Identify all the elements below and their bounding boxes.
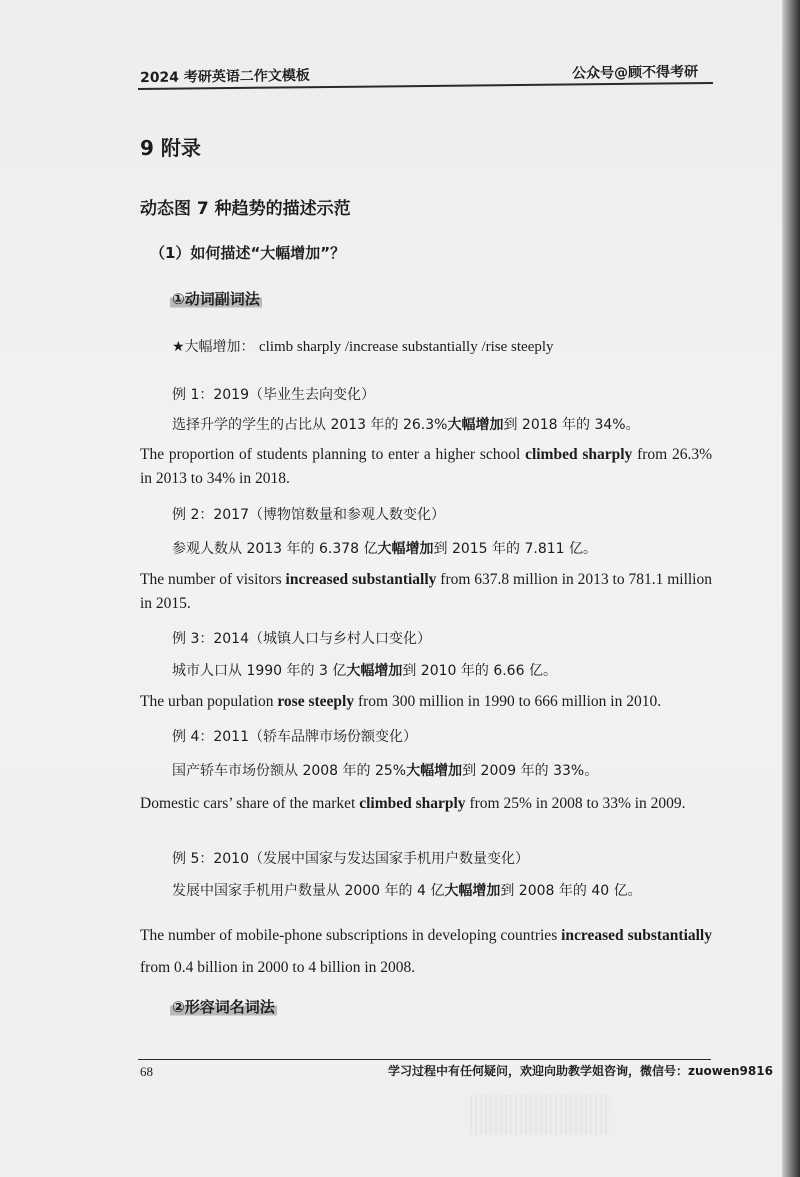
scan-artifact <box>470 1095 610 1135</box>
example-english: The proportion of students planning to enter a higher school climbed sharply from 26.3% in 2013 to 34% in 2018. <box>140 446 712 487</box>
footer-divider <box>138 1059 711 1060</box>
method-heading-adjective-noun: ②形容词名词法 <box>172 998 275 1016</box>
example-heading: 例 4：2011（轿车品牌市场份额变化） <box>172 729 417 745</box>
intro-label: ★大幅增加： <box>172 339 255 355</box>
example-english: Domestic cars’ share of the market climbed sharply from 25% in 2008 to 33% in 2009. <box>140 795 686 812</box>
example-english: The urban population rose steeply from 300 million in 1990 to 666 million in 2010. <box>140 693 662 710</box>
example-english: The number of mobile-phone subscriptions in developing countries increased substantially from 0.4 billion in 2000 to 4 billion in 2008. <box>140 927 712 976</box>
page-number: 68 <box>140 1064 153 1079</box>
header-book-title: 2024 考研英语二作文模板 <box>139 67 310 87</box>
example-chinese: 发展中国家手机用户数量从 2000 年的 4 亿大幅增加到 2008 年的 40 亿。 <box>172 883 642 899</box>
example-heading: 例 1：2019（毕业生去向变化） <box>172 387 375 403</box>
footer-contact-note: 学习过程中有任何疑问，欢迎向助教学姐咨询，微信号：zuowen9816 <box>388 1064 773 1078</box>
example-heading: 例 3：2014（城镇人口与乡村人口变化） <box>172 631 431 647</box>
chapter-title: 9 附录 <box>140 136 201 160</box>
intro-line <box>172 336 554 356</box>
header-account: 公众号@顾不得考研 <box>571 64 699 82</box>
example-chinese: 参观人数从 2013 年的 6.378 亿大幅增加到 2015 年的 7.811 亿。 <box>172 541 598 557</box>
example-chinese: 城市人口从 1990 年的 3 亿大幅增加到 2010 年的 6.66 亿。 <box>172 663 557 679</box>
intro-text: climb sharply /increase substantially /rise steeply <box>259 339 554 355</box>
example-heading: 例 5：2010（发展中国家与发达国家手机用户数量变化） <box>172 851 529 867</box>
example-heading: 例 2：2017（博物馆数量和参观人数变化） <box>172 507 445 523</box>
example-chinese: 国产轿车市场份额从 2008 年的 25%大幅增加到 2009 年的 33%。 <box>172 763 599 779</box>
section-title: 动态图 7 种趋势的描述示范 <box>140 199 351 219</box>
example-chinese: 选择升学的学生的占比从 2013 年的 26.3%大幅增加到 2018 年的 34%。 <box>172 417 640 433</box>
method-heading-verb-adverb: ①动词副词法 <box>172 290 260 308</box>
question-heading: （1）如何描述“大幅增加”？ <box>150 244 346 262</box>
page-edge-shadow <box>782 0 800 1177</box>
example-english: The number of visitors increased substantially from 637.8 million in 2013 to 781.1 million in 2015. <box>140 571 712 612</box>
